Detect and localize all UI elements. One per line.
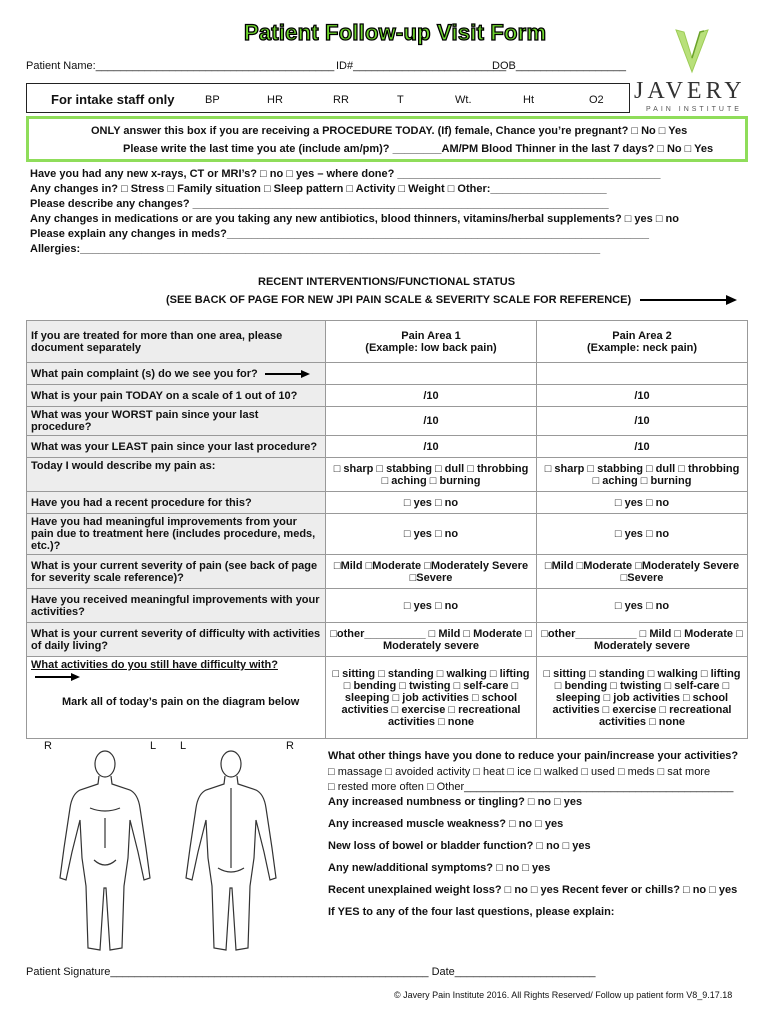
area1-answer[interactable]: □ yes □ no [326, 514, 537, 555]
logo-v-icon [674, 28, 710, 74]
row-question: What pain complaint (s) do we see you for? [31, 367, 258, 380]
area1-answer[interactable]: /10 [326, 407, 537, 436]
diagram-label: Mark all of today’s pain on the diagram below [62, 696, 300, 708]
describe-changes-field[interactable]: Please describe any changes? ____________________________________________________________________ [30, 198, 609, 210]
area2-answer[interactable]: /10 [537, 436, 748, 458]
dob-field[interactable]: DOB__________________ [492, 60, 626, 72]
other-things-question: What other things have you done to reduce your pain/increase your activities? [328, 750, 739, 762]
pain-area-1-header [326, 321, 537, 363]
pain-table [26, 320, 748, 739]
patient-name-field[interactable]: Patient Name:_______________________________________ [26, 60, 335, 72]
row-question: What is your current severity of pain (see back of page for severity scale reference)? [27, 555, 326, 589]
diagram-l-left: L [150, 740, 157, 752]
weakness-question[interactable]: Any increased muscle weakness? □ no □ yes [328, 818, 564, 830]
right-arrow-icon [261, 369, 311, 379]
row-question: Have you received meaningful improvements with your activities? [27, 589, 326, 623]
pain-area-2-title: Pain Area 2 [612, 329, 672, 342]
area2-answer[interactable]: □ yes □ no [537, 514, 748, 555]
area2-answer[interactable]: □ sharp □ stabbing □ dull □ throbbing □ aching □ burning [537, 458, 748, 492]
row-question: Today I would describe my pain as: [27, 458, 326, 492]
area1-answer[interactable] [326, 363, 537, 385]
body-front-diagram[interactable] [50, 748, 160, 958]
intake-o2[interactable]: O2 [589, 94, 604, 106]
patient-id-field[interactable]: ID#_________________________ [336, 60, 507, 72]
row-question: Have you had meaningful improvements from your pain due to treatment here (includes procedure, meds, etc.)? [27, 514, 326, 555]
diagram-r-left: R [44, 740, 52, 752]
table-row [27, 555, 748, 589]
changes-question[interactable]: Any changes in? □ Stress □ Family situation □ Sleep pattern □ Activity □ Weight □ Other:___________________ [30, 183, 607, 195]
row-question: What is your current severity of difficulty with activities of daily living? [27, 623, 326, 657]
area1-answer[interactable]: □ yes □ no [326, 492, 537, 514]
table-row [27, 492, 748, 514]
medications-question[interactable]: Any changes in medications or are you taking any new antibiotics, blood thinners, vitamins/herbal supplements? □ yes □ no [30, 213, 679, 225]
table-header-left: If you are treated for more than one area, please document separately [27, 321, 326, 363]
other-things-options-1[interactable]: □ massage □ avoided activity □ heat □ ice □ walked □ used □ meds □ sat more [328, 766, 711, 778]
area1-answer[interactable]: □ yes □ no [326, 589, 537, 623]
diagram-l-right: L [180, 740, 187, 752]
row-question: What was your LEAST pain since your last procedure? [27, 436, 326, 458]
row-question: Have you had a recent procedure for this? [27, 492, 326, 514]
area1-answer[interactable]: /10 [326, 436, 537, 458]
intake-weight[interactable]: Wt. [455, 94, 472, 106]
explain-yes-field[interactable]: If YES to any of the four last questions, please explain: [328, 906, 615, 918]
table-row [27, 623, 748, 657]
right-arrow-icon [31, 672, 81, 682]
footer-copyright: © Javery Pain Institute 2016. All Rights Reserved/ Follow up patient form V8_9.17.18 [394, 990, 733, 1000]
pain-area-2-example: (Example: neck pain) [586, 341, 698, 354]
body-back-diagram[interactable] [176, 748, 286, 958]
table-row [27, 436, 748, 458]
area2-answer[interactable] [537, 363, 748, 385]
intake-label: For intake staff only [51, 92, 175, 107]
table-row [27, 589, 748, 623]
intake-box [26, 83, 630, 113]
area2-answer[interactable]: /10 [537, 385, 748, 407]
pain-area-1-example: (Example: low back pain) [365, 341, 497, 354]
section-heading: RECENT INTERVENTIONS/FUNCTIONAL STATUS [258, 276, 516, 288]
table-row [27, 385, 748, 407]
other-things-options-2[interactable]: □ rested more often □ Other____________________________________________ [328, 781, 734, 793]
intake-height[interactable]: Ht [523, 94, 534, 106]
area1-answer[interactable]: □Mild □Moderate □Moderately Severe □Severe [326, 555, 537, 589]
xray-question[interactable]: Have you had any new x-rays, CT or MRI’s? □ no □ yes – where done? ___________________________________________ [30, 168, 661, 180]
row-question: What is your pain TODAY on a scale of 1 out of 10? [27, 385, 326, 407]
area1-answer[interactable]: □ sitting □ standing □ walking □ lifting □ bending □ twisting □ self-care □ sleeping □ job activities □ school activities □ exercise □ recreational activities □ none [326, 657, 537, 739]
bowel-question[interactable]: New loss of bowel or bladder function? □ no □ yes [328, 840, 591, 852]
numbness-question[interactable]: Any increased numbness or tingling? □ no □ yes [328, 796, 583, 808]
intake-bp[interactable]: BP [205, 94, 220, 106]
section-subheading: (SEE BACK OF PAGE FOR NEW JPI PAIN SCALE & SEVERITY SCALE FOR REFERENCE) [166, 294, 632, 306]
javery-logo [632, 22, 752, 112]
intake-rr[interactable]: RR [333, 94, 349, 106]
pain-area-2-header [537, 321, 748, 363]
procedure-question[interactable]: ONLY answer this box if you are receiving a PROCEDURE TODAY. (If) female, Chance you’re pregnant? □ No □ Yes [91, 125, 688, 137]
area1-answer[interactable]: □other__________ □ Mild □ Moderate □ Moderately severe [326, 623, 537, 657]
area2-answer[interactable]: □ yes □ no [537, 589, 748, 623]
pain-area-1-title: Pain Area 1 [401, 329, 461, 342]
weight-fever-question[interactable]: Recent unexplained weight loss? □ no □ yes Recent fever or chills? □ no □ yes [328, 884, 738, 896]
area2-answer[interactable]: □other__________ □ Mild □ Moderate □ Moderately severe [537, 623, 748, 657]
area2-answer[interactable]: □Mild □Moderate □Moderately Severe □Severe [537, 555, 748, 589]
area2-answer[interactable]: /10 [537, 407, 748, 436]
table-row [27, 407, 748, 436]
table-row [27, 514, 748, 555]
signature-line[interactable]: Patient Signature____________________________________________________ Date_______________________ [26, 966, 596, 978]
table-row [27, 363, 748, 385]
procedure-box [26, 116, 748, 162]
area2-answer[interactable]: □ yes □ no [537, 492, 748, 514]
diagram-r-right: R [286, 740, 294, 752]
new-symptoms-question[interactable]: Any new/additional symptoms? □ no □ yes [328, 862, 551, 874]
table-row [27, 458, 748, 492]
explain-meds-field[interactable]: Please explain any changes in meds?_____________________________________________________________________ [30, 228, 649, 240]
intake-hr[interactable]: HR [267, 94, 283, 106]
right-arrow-icon [640, 294, 738, 306]
logo-subtitle: PAIN INSTITUTE [646, 106, 742, 113]
area2-answer[interactable]: □ sitting □ standing □ walking □ lifting □ bending □ twisting □ self-care □ sleeping □ job activities □ school activities □ exercise □ recreational activities □ none [537, 657, 748, 739]
last-ate-question[interactable]: Please write the last time you ate (include am/pm)? ________AM/PM Blood Thinner in the last 7 days? □ No □ Yes [123, 143, 714, 155]
area1-answer[interactable]: □ sharp □ stabbing □ dull □ throbbing □ aching □ burning [326, 458, 537, 492]
allergies-field[interactable]: Allergies:_____________________________________________________________________________________ [30, 243, 601, 255]
row-question: What was your WORST pain since your last procedure? [27, 407, 326, 436]
intake-temp[interactable]: T [397, 94, 404, 106]
form-title: Patient Follow-up Visit Form [244, 20, 547, 45]
row-question: What activities do you still have difficulty with? [31, 659, 278, 671]
area1-answer[interactable]: /10 [326, 385, 537, 407]
logo-brand: JAVERY [634, 78, 746, 104]
